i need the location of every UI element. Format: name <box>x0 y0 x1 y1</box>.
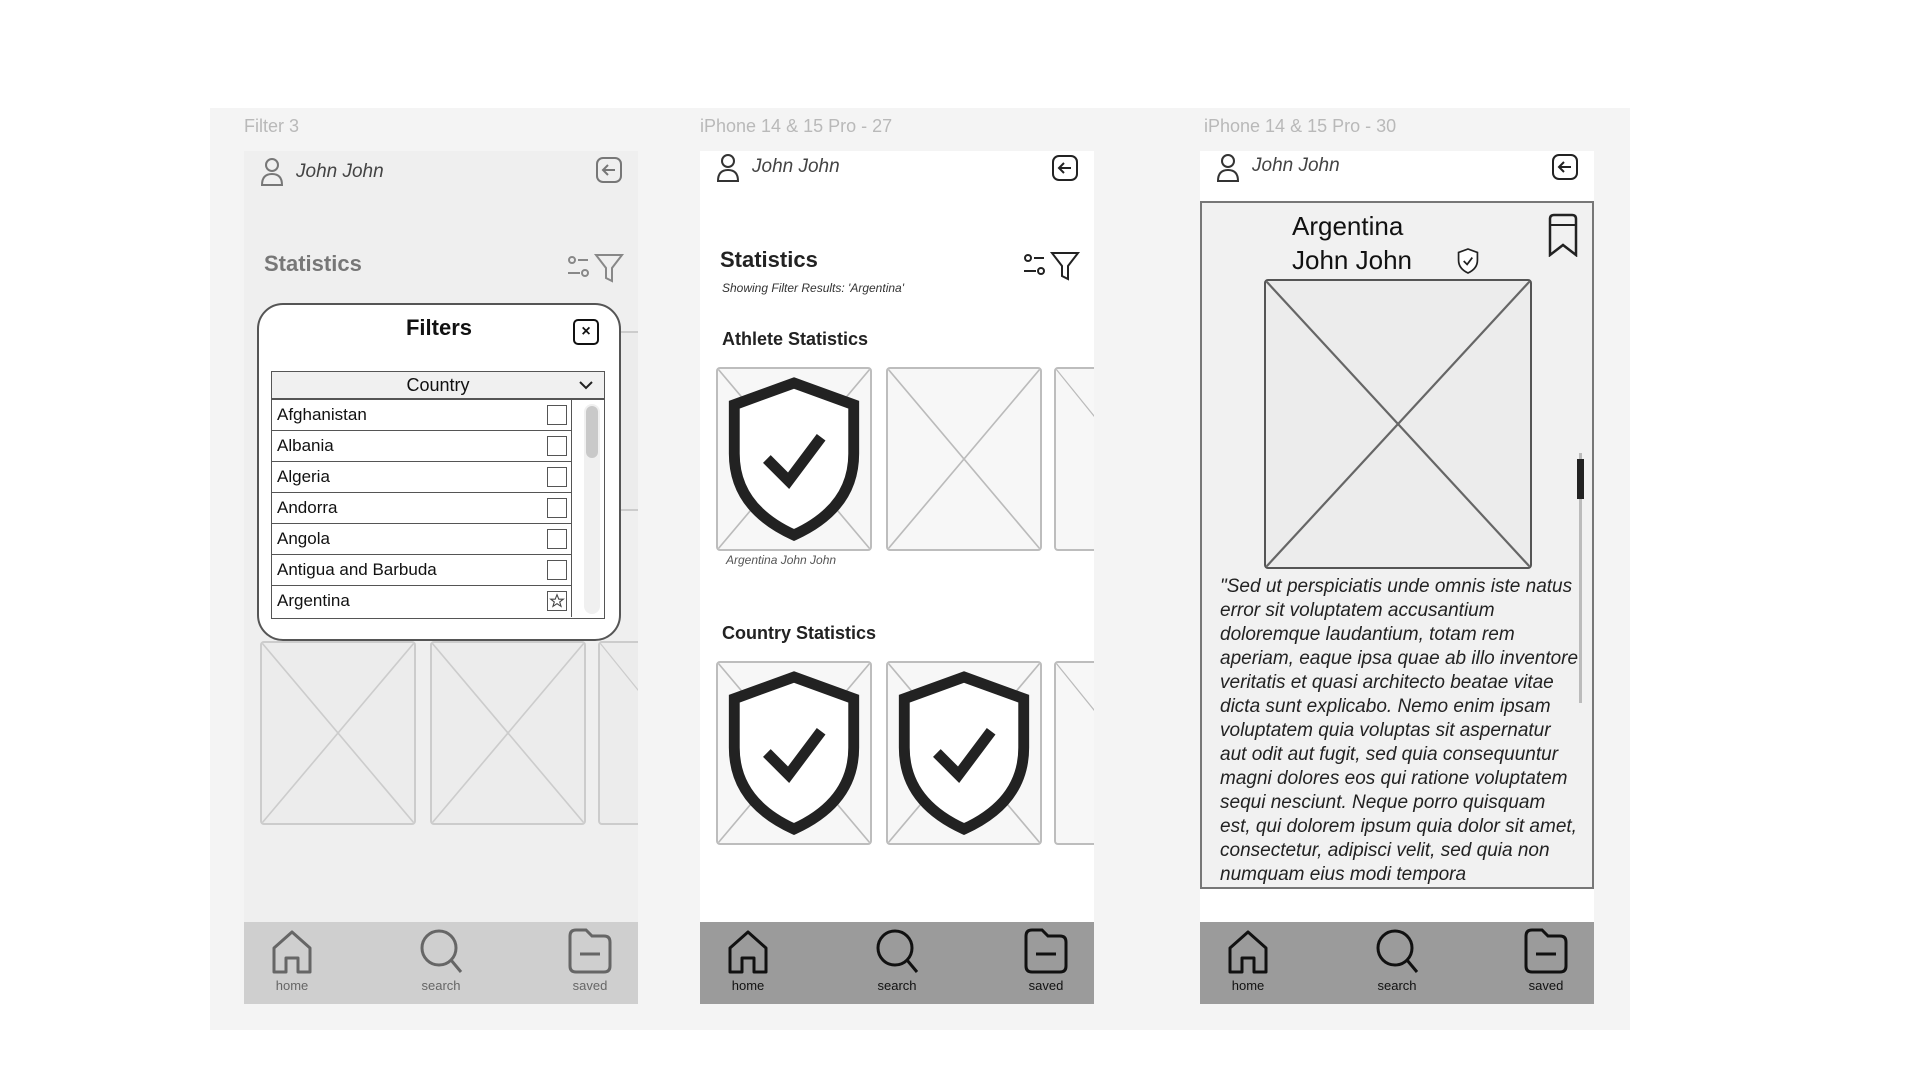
page-title: Statistics <box>264 251 362 276</box>
nav-saved[interactable] <box>1006 926 1086 1002</box>
list-item[interactable] <box>272 431 572 462</box>
user-icon[interactable] <box>1216 153 1240 183</box>
verified-shield-icon <box>888 663 1040 843</box>
nav-saved-label: saved <box>1528 978 1564 993</box>
nav-search[interactable] <box>1357 926 1437 1002</box>
close-button[interactable]: × <box>573 319 599 345</box>
top-bar <box>244 151 638 199</box>
nav-home-label: home <box>275 978 309 993</box>
detail-frame <box>1200 151 1594 1004</box>
nav-home-label: home <box>731 978 765 993</box>
frame-label-stats: iPhone 14 & 15 Pro - 27 <box>700 116 893 136</box>
list-item[interactable] <box>272 462 572 493</box>
country-checkbox-checked[interactable] <box>547 591 567 611</box>
dropdown-label: Country <box>406 375 470 395</box>
nav-search[interactable] <box>401 926 481 1002</box>
chevron-down-icon <box>578 378 594 392</box>
list-item[interactable] <box>272 493 572 524</box>
filter-icon[interactable] <box>1022 249 1082 283</box>
home-icon <box>1224 926 1272 976</box>
back-arrow-icon[interactable] <box>596 157 622 183</box>
filter-icon[interactable] <box>566 251 626 285</box>
filter-results-text: Showing Filter Results: 'Argentina' <box>722 281 904 295</box>
back-arrow-icon[interactable] <box>1552 154 1578 180</box>
bottom-nav <box>1200 922 1594 1004</box>
country-name: Albania <box>277 436 334 455</box>
search-icon <box>1373 926 1421 976</box>
country-name: Angola <box>277 529 330 548</box>
country-checkbox[interactable] <box>547 405 567 425</box>
image-placeholder <box>430 641 586 825</box>
top-bar <box>1200 151 1594 199</box>
frame-label-detail: iPhone 14 & 15 Pro - 30 <box>1204 116 1397 136</box>
bottom-nav <box>244 922 638 1004</box>
verified-shield-icon <box>1456 247 1480 275</box>
nav-search-label: search <box>1377 978 1417 993</box>
bottom-nav <box>700 922 1094 1004</box>
athlete-card[interactable] <box>716 367 872 551</box>
back-arrow-icon[interactable] <box>1052 155 1078 181</box>
athlete-quote: "Sed ut perspiciatis unde omnis iste natus error sit voluptatem accusantium doloremque laudantium, totam rem aperiam, eaque ipsa quae ab illo inventore veritatis et quasi architecto beatae vitae dicta sunt explicabo. Nemo enim ipsam voluptatem quia voluptas sit aspernatur aut odit aut fugit, sed quia consequuntur magni dolores eos qui ratione voluptatem sequi nesciunt. Neque porro quisquam est, qui dolorem ipsum quia dolor sit amet, consectetur, adipisci velit, sed quia non numquam eius modi tempora <box>1220 576 1579 885</box>
page-title: Statistics <box>720 247 818 272</box>
athlete-name: John John <box>1292 245 1412 275</box>
athlete-card[interactable] <box>1054 367 1094 551</box>
country-name: Algeria <box>277 467 330 486</box>
saved-folder-icon <box>1022 926 1070 976</box>
athlete-stats-heading: Athlete Statistics <box>722 329 869 349</box>
list-item[interactable] <box>272 400 572 431</box>
nav-search-label: search <box>421 978 461 993</box>
list-item[interactable] <box>272 524 572 555</box>
filters-modal <box>257 303 621 641</box>
home-icon <box>724 926 772 976</box>
country-checkbox[interactable] <box>547 436 567 456</box>
country-card[interactable] <box>716 661 872 845</box>
frame-label-filter: Filter 3 <box>244 116 300 136</box>
country-card[interactable] <box>886 661 1042 845</box>
nav-home[interactable] <box>708 926 788 1002</box>
home-icon <box>268 926 316 976</box>
saved-folder-icon <box>566 926 614 976</box>
country-card[interactable] <box>1054 661 1094 845</box>
country-checkbox[interactable] <box>547 560 567 580</box>
nav-saved-label: saved <box>1028 978 1064 993</box>
list-item[interactable] <box>272 586 572 617</box>
image-placeholder <box>598 641 638 825</box>
user-name: John John <box>296 161 384 182</box>
user-name: John John <box>1252 155 1340 176</box>
search-icon <box>417 926 465 976</box>
nav-search-label: search <box>877 978 917 993</box>
verified-shield-icon <box>718 663 870 843</box>
country-name: Andorra <box>277 498 338 517</box>
list-scrollbar-thumb[interactable] <box>586 406 598 458</box>
nav-search[interactable] <box>857 926 937 1002</box>
verified-shield-icon <box>718 369 870 549</box>
country-checkbox[interactable] <box>547 467 567 487</box>
image-placeholder <box>260 641 416 825</box>
bookmark-icon[interactable] <box>1546 213 1580 257</box>
list-item[interactable] <box>272 555 572 586</box>
star-check-icon <box>548 592 566 610</box>
stats-frame <box>700 151 1094 1004</box>
nav-home-label: home <box>1231 978 1265 993</box>
country-name: Argentina <box>277 591 350 610</box>
athlete-title <box>1292 209 1412 277</box>
nav-saved[interactable] <box>550 926 630 1002</box>
athlete-image <box>1264 279 1532 569</box>
saved-folder-icon <box>1522 926 1570 976</box>
country-list[interactable] <box>271 399 605 619</box>
country-name: Afghanistan <box>277 405 367 424</box>
filters-title: Filters <box>405 315 473 340</box>
athlete-card[interactable] <box>886 367 1042 551</box>
country-stats-heading: Country Statistics <box>722 623 877 643</box>
nav-saved[interactable] <box>1506 926 1586 1002</box>
nav-home[interactable] <box>1208 926 1288 1002</box>
user-icon[interactable] <box>260 157 284 187</box>
athlete-country: Argentina <box>1292 211 1404 241</box>
country-checkbox[interactable] <box>547 529 567 549</box>
detail-scrollbar-thumb[interactable] <box>1577 459 1584 499</box>
user-name: John John <box>752 156 840 177</box>
country-dropdown[interactable] <box>271 371 605 399</box>
country-checkbox[interactable] <box>547 498 567 518</box>
nav-saved-label: saved <box>572 978 608 993</box>
athlete-caption: Argentina John John <box>726 553 837 567</box>
nav-home[interactable] <box>252 926 332 1002</box>
user-icon[interactable] <box>716 153 740 183</box>
top-bar <box>700 151 1094 199</box>
country-name: Antigua and Barbuda <box>277 560 437 579</box>
search-icon <box>873 926 921 976</box>
